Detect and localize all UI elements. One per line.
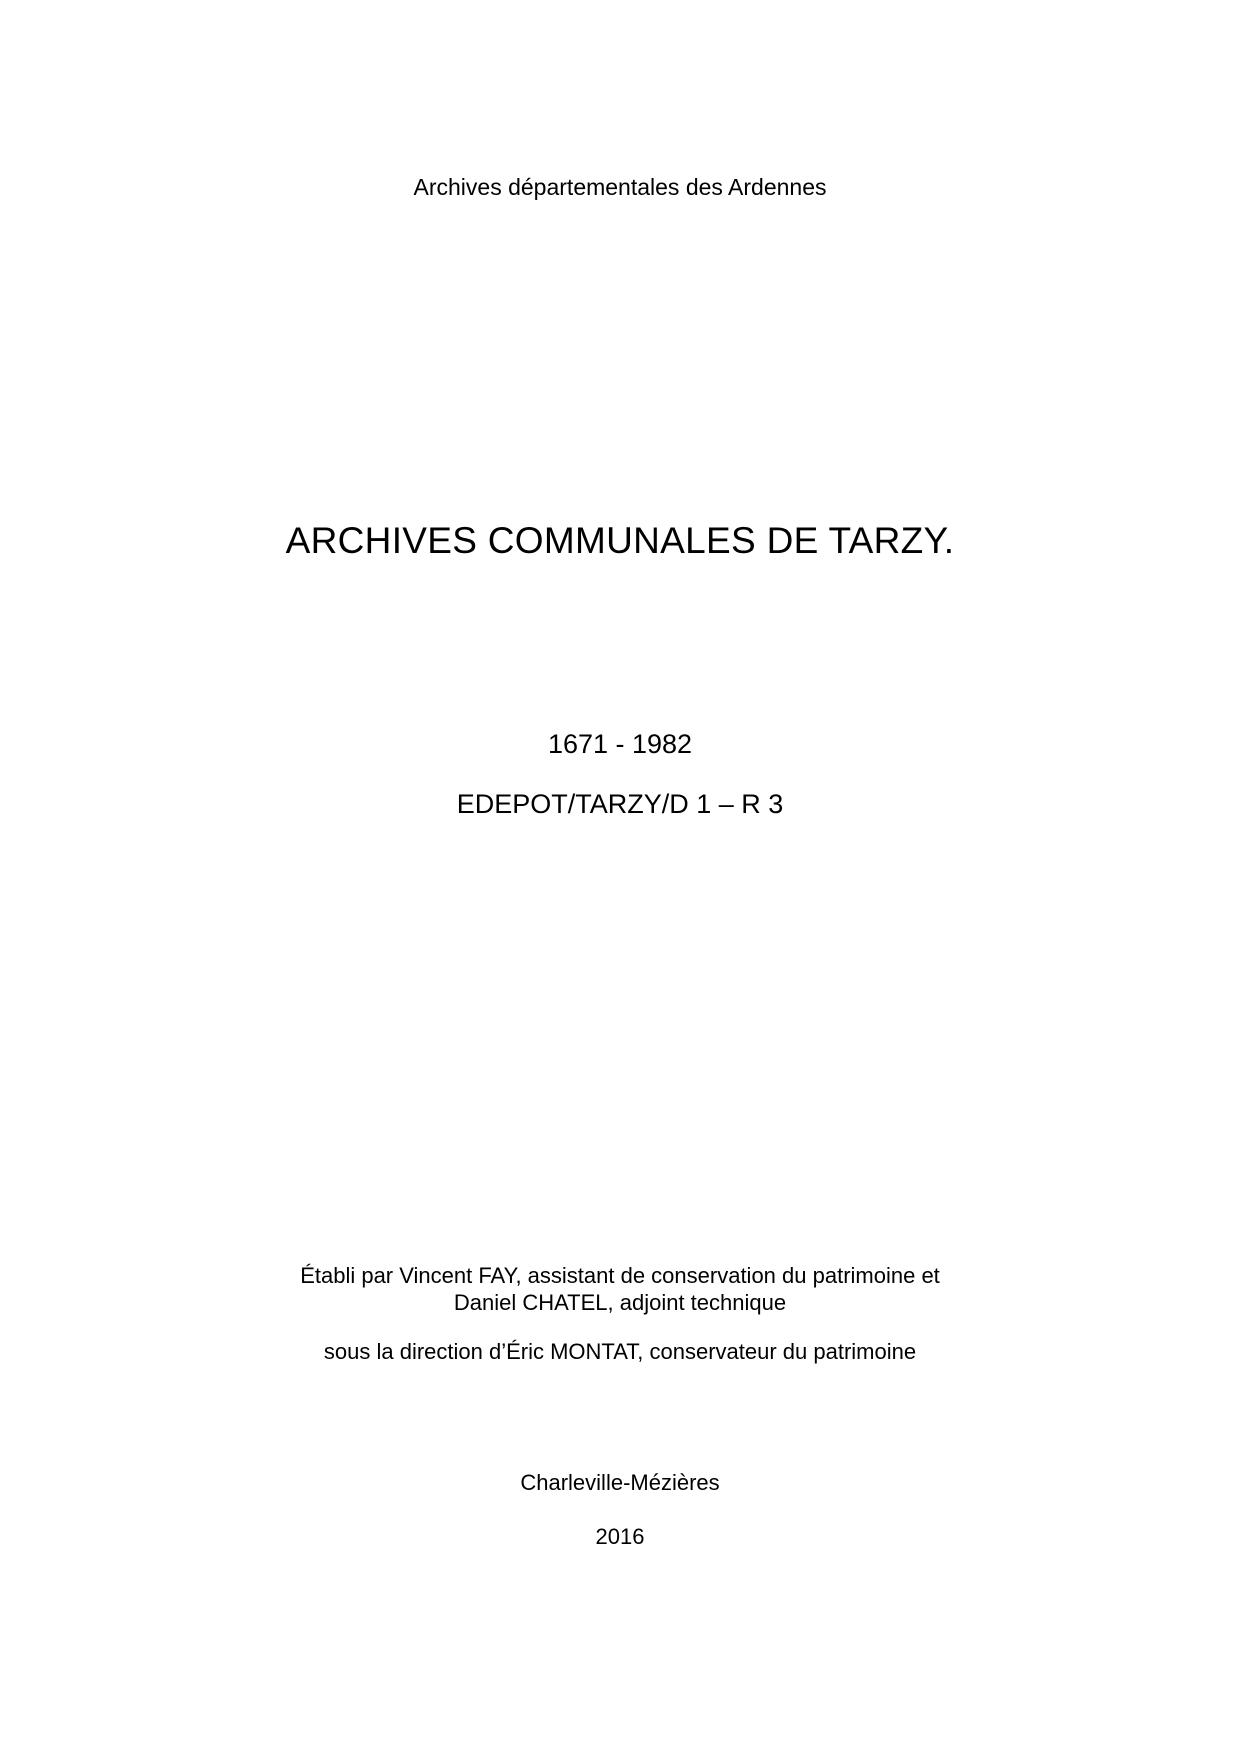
archive-reference: EDEPOT/TARZY/D 1 – R 3: [456, 789, 784, 819]
document-title: ARCHIVES COMMUNALES DE TARZY.: [285, 520, 955, 561]
date-range: 1671 - 1982: [547, 729, 693, 759]
publication-place: Charleville-Mézières: [520, 1470, 720, 1495]
institution-name: Archives départementales des Ardennes: [413, 174, 827, 200]
publication-year: 2016: [595, 1524, 645, 1549]
author-line-2: Daniel CHATEL, adjoint technique: [453, 1290, 787, 1315]
author-credits: [0, 1262, 1240, 1316]
direction-credit: sous la direction d’Éric MONTAT, conservateur du patrimoine: [323, 1339, 917, 1364]
author-line-1: Établi par Vincent FAY, assistant de conservation du patrimoine et: [300, 1263, 940, 1288]
